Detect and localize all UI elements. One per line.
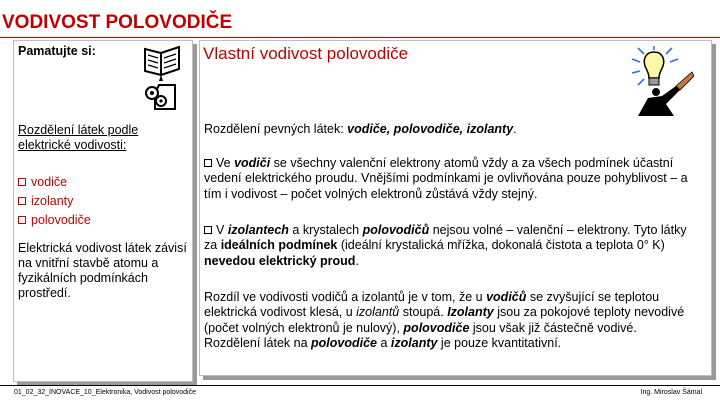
checkbox-bullet-icon <box>204 159 212 167</box>
remember-heading: Pamatujte si: <box>18 44 96 58</box>
paragraph-solid-classification: Rozdělení pevných látek: vodiče, polovodiče, izolanty. <box>204 122 517 136</box>
list-item-conductors: vodiče <box>18 173 91 192</box>
footer-course-code: 01_02_32_INOVACE_10_Elektronika, Vodivost polovodiče <box>14 389 196 396</box>
footer-author: Ing. Miroslav Šámal <box>640 389 702 396</box>
material-type-list <box>18 173 91 230</box>
paragraph-conductivity-difference: Rozdíl ve vodivosti vodičů a izolantů je v tom, že u vodičů se zvyšující se teplotou elektrická vodivost klesá, u izolantů stoupá. Izolanty jsou za pokojové teploty nevodivé (počet volných elektronů je nulový), polovodiče jsou však již částečně vodivé. Rozdělení látek na polovodiče a izolanty je pouze kvantitativní. <box>204 290 685 351</box>
classification-heading: Rozdělení látek podle elektrické vodivosti: <box>18 123 139 152</box>
paragraph-conductors: Ve vodiči se všechny valenční elektrony atomů vždy a za všech podmínek účastní vedení elektrického proudu. Vnějšími podmínkami je ovlivňována pouze pohyblivost – a tím i vodivost – počet volných elektronů zůstává vždy stejný. <box>204 156 688 201</box>
checkbox-bullet-icon <box>18 197 26 205</box>
page-title: VODIVOST POLOVODIČE <box>2 12 233 33</box>
list-item-insulators: izolanty <box>18 192 91 211</box>
checkbox-bullet-icon <box>18 178 26 186</box>
book-and-gears-icon <box>139 41 185 113</box>
list-item-semiconductors: polovodiče <box>18 211 91 230</box>
paragraph-insulators: V izolantech a krystalech polovodičů nejsou volné – valenční – elektrony. Tyto látky za ideálních podmínek (ideální krystalická mřížka, dokonalá čistota a teplota 0° K) nevedou elektrický proud. <box>204 223 687 268</box>
title-divider <box>0 37 720 38</box>
checkbox-bullet-icon <box>204 226 212 234</box>
lightbulb-thinker-icon <box>618 46 700 118</box>
footer-divider <box>0 385 720 386</box>
left-paragraph: Elektrická vodivost látek závisí na vnitřní stavbě atomu a fyzikálních podmínkách prostředí. <box>18 241 187 300</box>
checkbox-bullet-icon <box>18 216 26 224</box>
section-title: Vlastní vodivost polovodiče <box>203 44 409 63</box>
